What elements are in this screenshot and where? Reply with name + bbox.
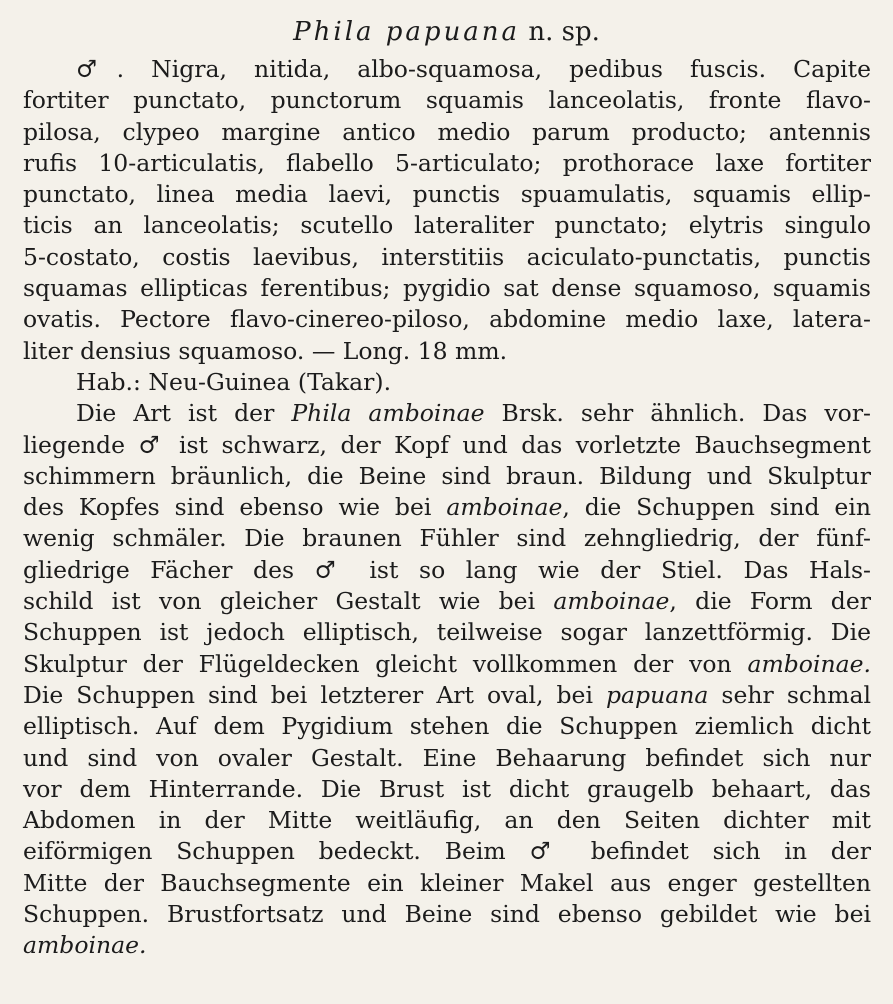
latin-line: ♂. Nigra, nitida, albo-squamosa, pedibus fuscis. Capite (76, 55, 871, 83)
latin-line: squamas ellipticas ferentibus; pygidio sat dense squamoso, squamis (23, 274, 871, 303)
german-line: Mitte der Bauchsegmente ein kleiner Makel aus enger gestellten (23, 868, 871, 897)
species-ref: amboinae (446, 493, 563, 522)
german-line: des Kopfes sind ebenso wie bei amboinae, die Schuppen sind ein (23, 493, 871, 522)
german-line: vor dem Hinterrande. Die Brust ist dicht graugelb behaart, das (23, 774, 871, 803)
latin-line: liter densius squamoso. — Long. 18 mm. (23, 336, 508, 365)
german-line: Abdomen in der Mitte weitläufig, an den Seiten dichter mit (23, 806, 871, 835)
german-line: schild ist von gleicher Gestalt wie bei amboinae, die Form der (23, 587, 871, 616)
german-line: liegende ♂ ist schwarz, der Kopf und das vorletzte Bauchsegment (23, 430, 871, 459)
male-symbol: ♂ (529, 837, 567, 866)
german-line: und sind von ovaler Gestalt. Eine Behaarung befindet sich nur (23, 743, 871, 772)
male-symbol: ♂ (138, 430, 166, 459)
species-ref: Phila amboinae (291, 399, 485, 428)
german-line: Die Schuppen sind bei letzterer Art oval, bei papuana sehr schmal (23, 680, 871, 709)
species-ref: papuana (606, 680, 709, 709)
latin-line: 5-costato, costis laevibus, interstitiis aciculato-punctatis, punctis (23, 242, 871, 271)
latin-line: rufis 10-articulatis, flabello 5-articulato; prothorace laxe fortiter (23, 148, 871, 177)
species-ref: amboinae. (747, 649, 871, 678)
latin-line: punctato, linea media laevi, punctis spuamulatis, squamis ellip- (23, 180, 871, 209)
species-ref: amboinae. (23, 931, 147, 960)
german-line: gliedrige Fächer des ♂ ist so lang wie der Stiel. Das Hals- (23, 555, 871, 584)
male-symbol: ♂ (314, 555, 349, 584)
species-title (0, 16, 893, 48)
species-ref: amboinae (553, 587, 670, 616)
german-line: Die Art ist der Phila amboinae Brsk. sehr ähnlich. Das vor- (76, 399, 871, 428)
species-suffix: n. sp. (528, 17, 600, 47)
description-body (23, 54, 871, 962)
german-line: eiförmigen Schuppen bedeckt. Beim ♂ befindet sich in der (23, 837, 871, 866)
latin-line: ovatis. Pectore flavo-cinereo-piloso, abdomine medio laxe, latera- (23, 305, 871, 334)
male-symbol: ♂ (76, 55, 117, 83)
german-line: elliptisch. Auf dem Pygidium stehen die Schuppen ziemlich dicht (23, 712, 871, 741)
german-line: Skulptur der Flügeldecken gleicht vollkommen der von amboinae. (23, 649, 871, 678)
species-name: Phila papuana (293, 17, 521, 47)
german-line: Schuppen. Brustfortsatz und Beine sind ebenso gebildet wie bei (23, 900, 871, 929)
german-line: schimmern bräunlich, die Beine sind braun. Bildung und Skulptur (23, 461, 871, 490)
german-line (23, 930, 871, 961)
german-line: wenig schmäler. Die braunen Fühler sind zehngliedrig, der fünf- (23, 524, 871, 553)
german-line: Schuppen ist jedoch elliptisch, teilweise sogar lanzettförmig. Die (23, 618, 871, 647)
latin-line: pilosa, clypeo margine antico medio parum producto; antennis (23, 117, 871, 146)
latin-line: ticis an lanceolatis; scutello lateraliter punctato; elytris singulo (23, 211, 871, 240)
habitat-line: Hab.: Neu-Guinea (Takar). (76, 367, 392, 396)
latin-line: fortiter punctato, punctorum squamis lanceolatis, fronte flavo- (23, 86, 871, 115)
